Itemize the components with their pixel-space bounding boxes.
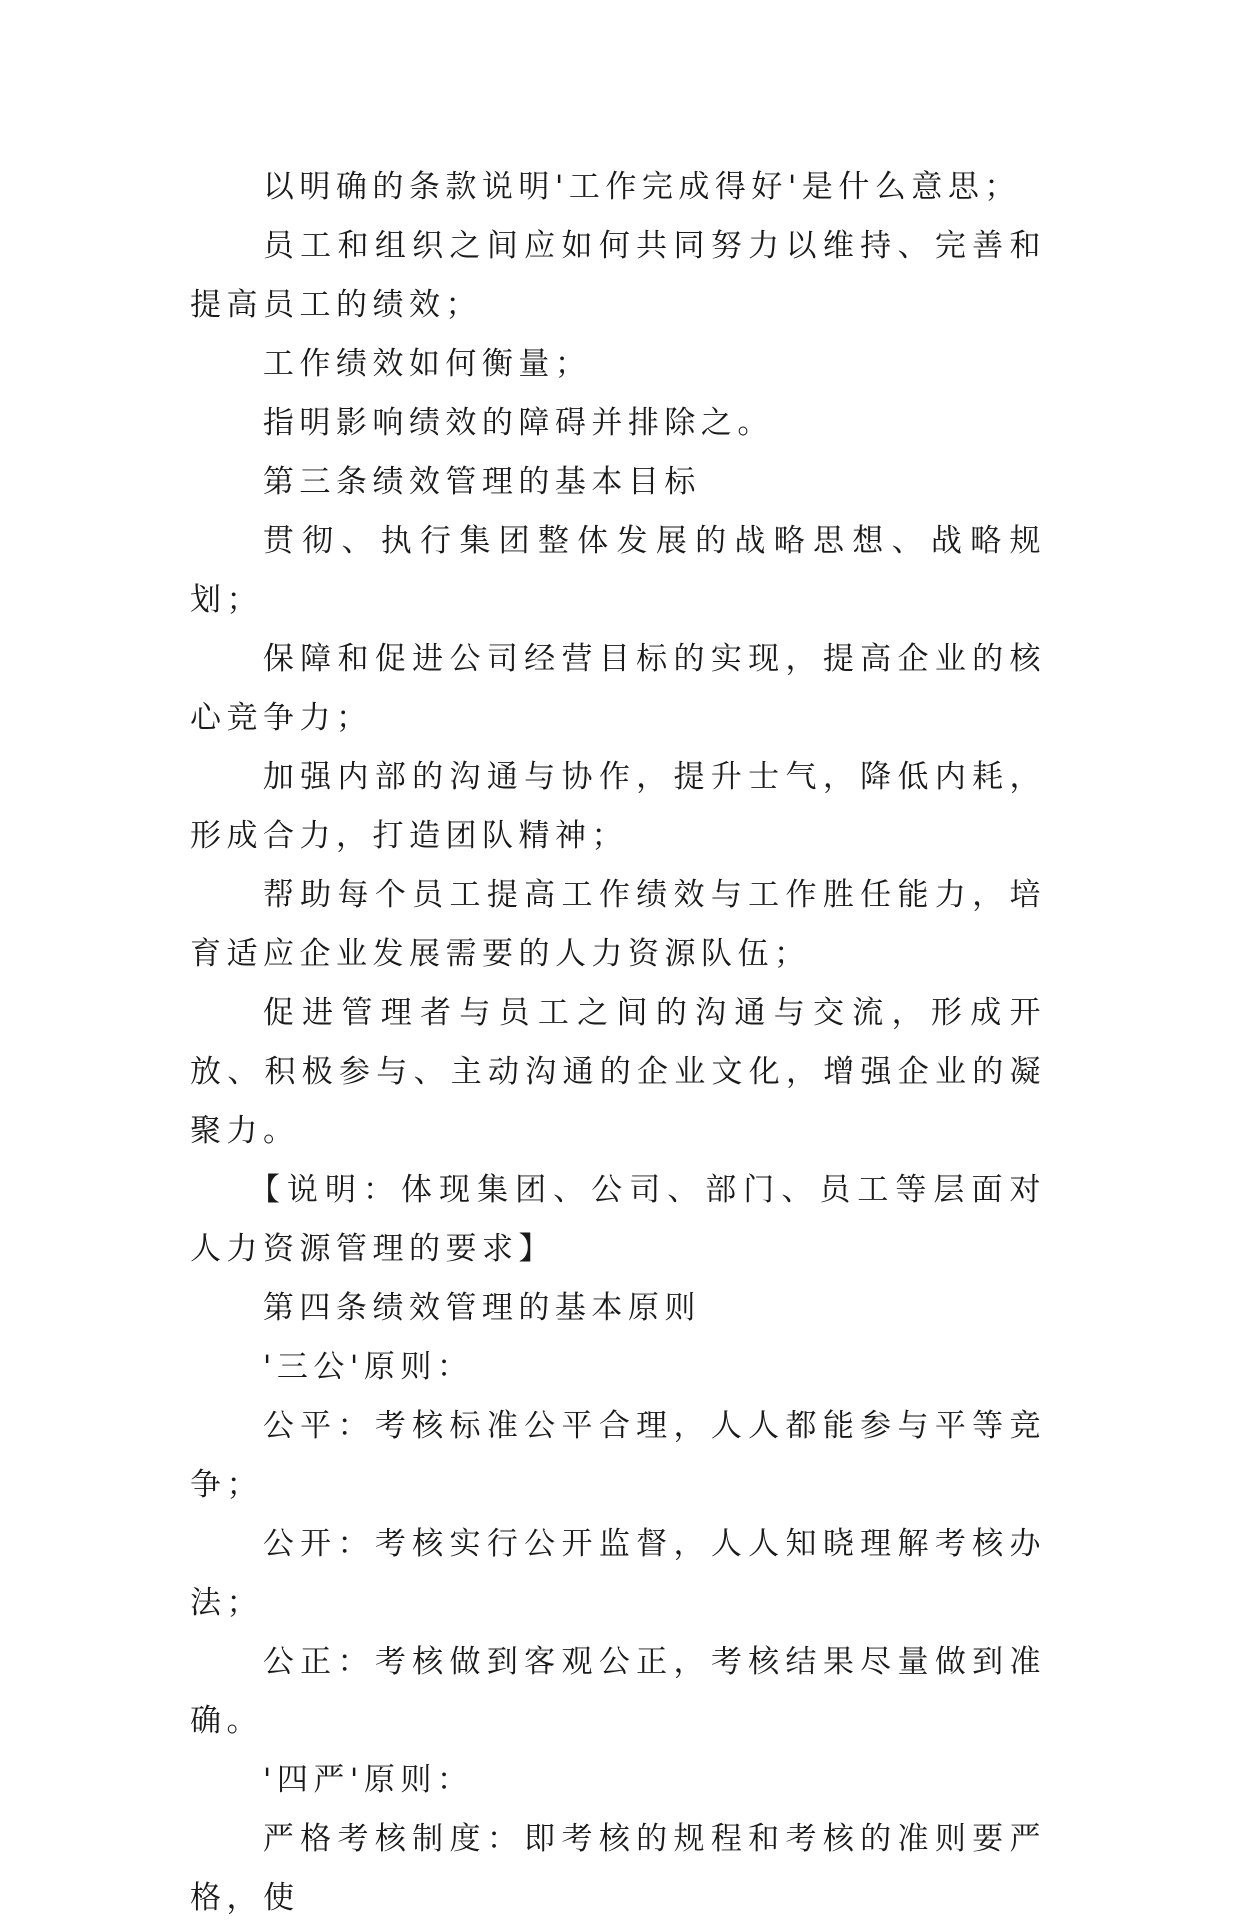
paragraph-communication-teamwork: 加强内部的沟通与协作，提升士气，降低内耗，形成合力，打造团队精神； — [190, 759, 1046, 854]
paragraph-business-goals: 保障和促进公司经营目标的实现，提高企业的核心竞争力； — [190, 641, 1046, 736]
document-body — [190, 158, 1046, 1928]
paragraph-strict-system: 严格考核制度：即考核的规程和考核的准则要严格，使 — [190, 1821, 1046, 1916]
paragraph-four-yan-principle: '四严'原则： — [262, 1762, 474, 1798]
paragraph-employee-development: 帮助每个员工提高工作绩效与工作胜任能力，培育适应企业发展需要的人力资源队伍； — [190, 877, 1046, 972]
article-3-heading: 第三条绩效管理的基本目标 — [262, 464, 701, 500]
article-4-heading: 第四条绩效管理的基本原则 — [262, 1290, 701, 1326]
paragraph-definition-of-good-work: 以明确的条款说明'工作完成得好'是什么意思； — [262, 169, 1021, 205]
paragraph-remove-obstacles: 指明影响绩效的障碍并排除之。 — [262, 405, 774, 441]
paragraph-three-gong-principle: '三公'原则： — [262, 1349, 474, 1385]
paragraph-openness: 公开：考核实行公开监督，人人知晓理解考核办法； — [190, 1526, 1046, 1621]
paragraph-corporate-culture: 促进管理者与员工之间的沟通与交流，形成开放、积极参与、主动沟通的企业文化，增强企业的凝聚力。 — [190, 995, 1046, 1149]
paragraph-fairness: 公平：考核标准公平合理，人人都能参与平等竞争； — [190, 1408, 1046, 1503]
paragraph-joint-effort: 员工和组织之间应如何共同努力以维持、完善和提高员工的绩效； — [190, 228, 1046, 323]
paragraph-justice: 公正：考核做到客观公正，考核结果尽量做到准确。 — [190, 1644, 1046, 1739]
paragraph-performance-measure: 工作绩效如何衡量； — [262, 346, 592, 382]
paragraph-strategy: 贯彻、执行集团整体发展的战略思想、战略规划； — [190, 523, 1046, 618]
paragraph-note: 【说明：体现集团、公司、部门、员工等层面对人力资源管理的要求】 — [190, 1172, 1046, 1267]
